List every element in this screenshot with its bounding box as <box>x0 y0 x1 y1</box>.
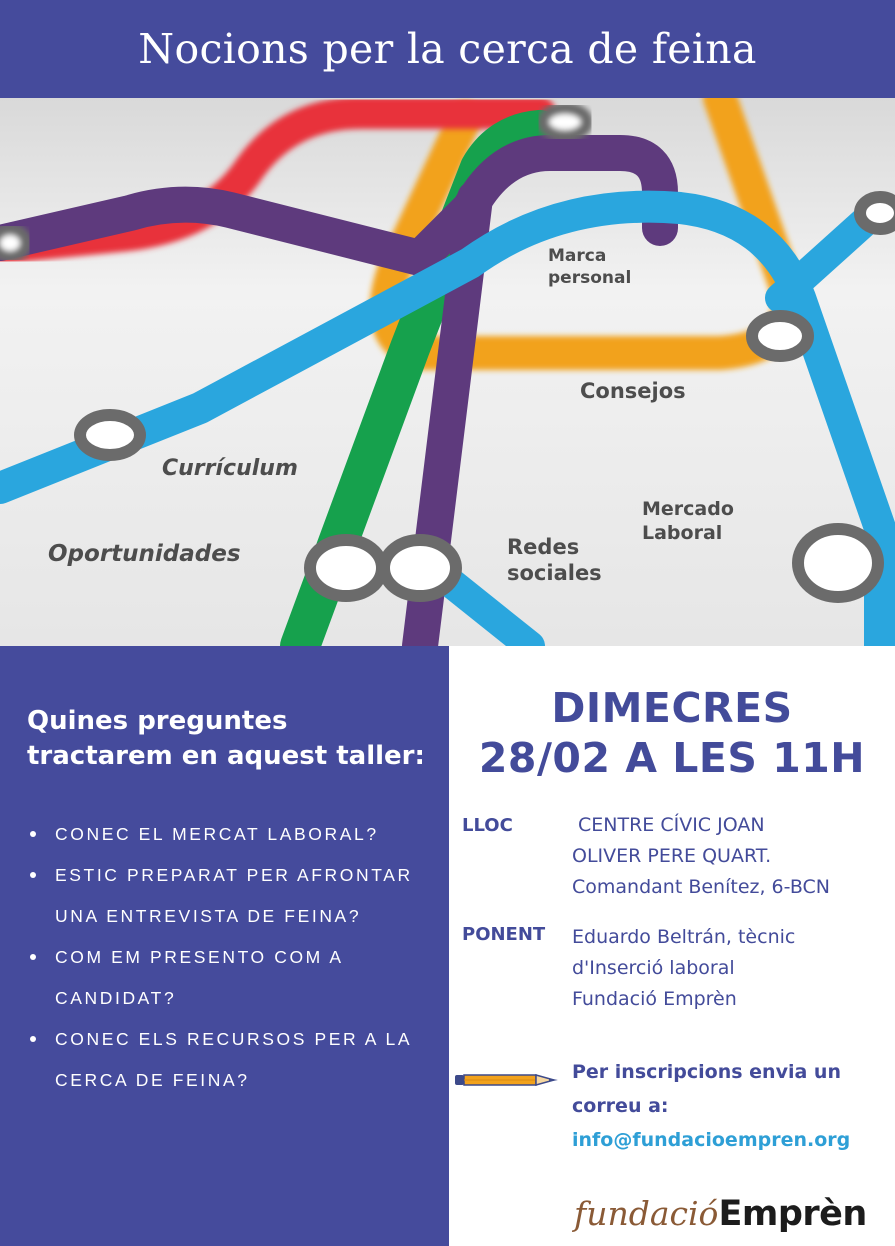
event-date: 28/02 A LES 11H <box>478 734 866 782</box>
speaker-line-1: Eduardo Beltrán, tècnic <box>572 926 796 948</box>
map-label-sociales: sociales <box>507 561 602 585</box>
registration-email-link[interactable]: info@fundacioempren.org <box>572 1129 851 1151</box>
list-item <box>27 1019 427 1101</box>
page-title: Nocions per la cerca de feina <box>138 25 757 73</box>
map-label-laboral: Laboral <box>642 522 723 544</box>
event-day: DIMECRES <box>551 684 793 732</box>
map-label-oportunidades: Oportunidades <box>48 541 241 567</box>
location-line-3: Comandant Benítez, 6-BCN <box>572 876 831 898</box>
title-banner <box>0 0 895 98</box>
speaker-text <box>572 922 795 1015</box>
metro-map-image <box>0 98 895 646</box>
speaker-line-3: Fundació Emprèn <box>572 988 737 1010</box>
bullet-icon <box>30 954 36 960</box>
question-text: CONEC ELS RECURSOS PER A LA CERCA DE FEINA? <box>55 1029 412 1090</box>
question-text: CONEC EL MERCAT LABORAL? <box>55 824 379 844</box>
logo-word-empren: Emprèn <box>718 1194 867 1234</box>
map-label-curriculum: Currículum <box>162 456 298 481</box>
location-line-2: OLIVER PERE QUART. <box>572 845 772 867</box>
question-text: ESTIC PREPARAT PER AFRONTAR UNA ENTREVISTA DE FEINA? <box>55 865 413 926</box>
questions-panel <box>0 646 449 1246</box>
speaker-label: PONENT <box>462 924 546 945</box>
logo-word-fundacio: fundació <box>574 1194 719 1233</box>
registration-info <box>572 1055 887 1157</box>
questions-heading: Quines preguntes tractarem en aquest taller: <box>27 706 425 771</box>
bullet-icon <box>30 1036 36 1042</box>
pencil-icon <box>454 1072 560 1088</box>
location-label: LLOC <box>462 815 513 836</box>
map-label-marca: Marca <box>548 246 607 266</box>
map-label-redes: Redes <box>507 535 580 559</box>
list-item <box>27 814 427 855</box>
metro-map-illustration <box>0 98 895 646</box>
questions-list <box>27 814 427 1101</box>
question-text: COM EM PRESENTO COM A CANDIDAT? <box>55 947 343 1008</box>
list-item <box>27 937 427 1019</box>
map-label-consejos: Consejos <box>580 379 686 403</box>
registration-text: Per inscripcions envia un correu a: <box>572 1061 841 1117</box>
speaker-line-2: d'Inserció laboral <box>572 957 735 979</box>
map-label-mercado: Mercado <box>642 498 734 520</box>
fundacio-empren-logo <box>574 1194 867 1234</box>
event-details-panel <box>449 646 895 1246</box>
location-text <box>572 810 830 903</box>
bullet-icon <box>30 872 36 878</box>
list-item <box>27 855 427 937</box>
bullet-icon <box>30 831 36 837</box>
map-label-personal: personal <box>548 268 632 288</box>
location-line-1: CENTRE CÍVIC JOAN <box>578 814 765 836</box>
